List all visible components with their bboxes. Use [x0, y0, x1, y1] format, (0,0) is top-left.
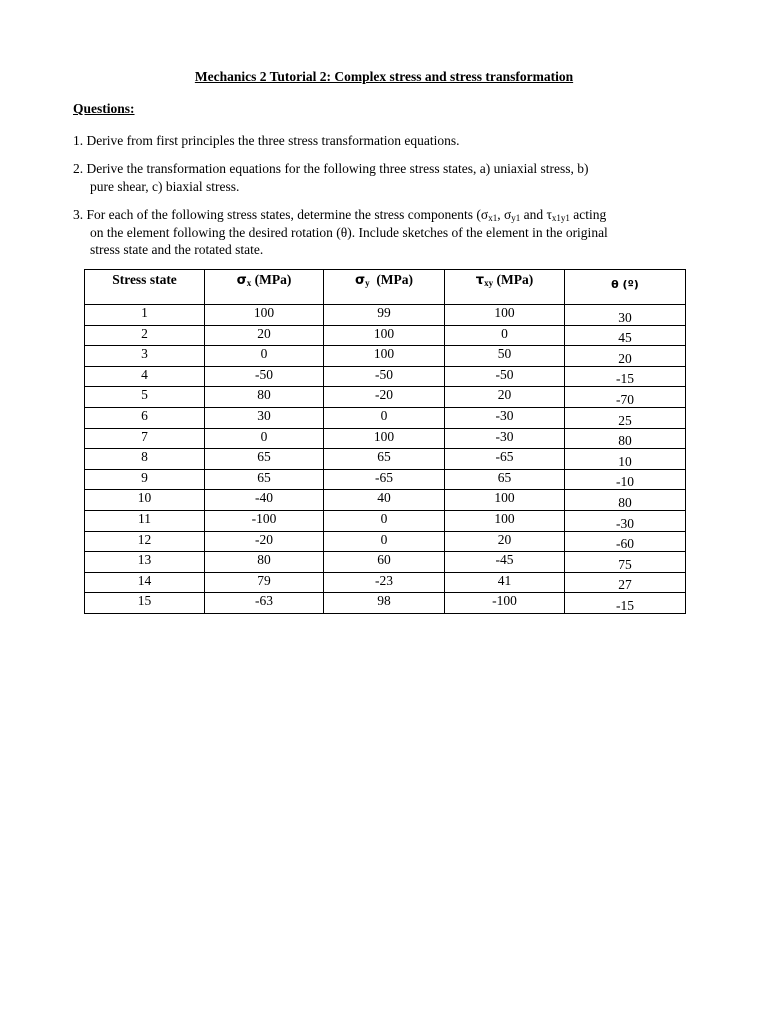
tau-xy-cell: 100 — [445, 490, 565, 511]
sigma-x-cell: -50 — [205, 366, 324, 387]
sigma-y-cell: 100 — [324, 325, 445, 346]
sigma-y-cell: -65 — [324, 469, 445, 490]
theta-cell: 80 — [565, 490, 686, 511]
theta-cell: 10 — [565, 449, 686, 470]
sigma-x-cell: 65 — [205, 449, 324, 470]
sigma-x-cell: -100 — [205, 510, 324, 531]
sigma-y-cell: 100 — [324, 428, 445, 449]
sigma-y-cell: 100 — [324, 346, 445, 367]
stress-state-table — [84, 269, 686, 614]
theta-cell: -30 — [565, 510, 686, 531]
tau-xy-cell: -45 — [445, 552, 565, 573]
stress-state-cell: 8 — [85, 449, 205, 470]
tau-xy-cell: 20 — [445, 531, 565, 552]
sigma-y-cell: -20 — [324, 387, 445, 408]
tau-xy-cell: 50 — [445, 346, 565, 367]
tau-xy-cell: 41 — [445, 572, 565, 593]
sigma-x-cell: 20 — [205, 325, 324, 346]
tau-xy-cell: 0 — [445, 325, 565, 346]
table-row — [85, 510, 686, 531]
sigma-x-cell: 79 — [205, 572, 324, 593]
stress-state-cell: 13 — [85, 552, 205, 573]
tau-xy-cell: -100 — [445, 593, 565, 614]
table-row — [85, 490, 686, 511]
sigma-x-cell: 0 — [205, 346, 324, 367]
table-row — [85, 428, 686, 449]
sigma-x-cell: -63 — [205, 593, 324, 614]
table-row — [85, 572, 686, 593]
tau-xy-cell: -30 — [445, 428, 565, 449]
sigma-y-cell: 40 — [324, 490, 445, 511]
stress-state-cell: 1 — [85, 305, 205, 326]
stress-state-cell: 3 — [85, 346, 205, 367]
theta-cell: 30 — [565, 305, 686, 326]
question-1: 1. Derive from first principles the three stress transformation equations. — [73, 133, 460, 148]
table-row — [85, 469, 686, 490]
stress-state-cell: 10 — [85, 490, 205, 511]
table-row — [85, 346, 686, 367]
theta-cell: -10 — [565, 469, 686, 490]
sigma-x-cell: 100 — [205, 305, 324, 326]
stress-state-cell: 5 — [85, 387, 205, 408]
tau-xy-cell: 100 — [445, 305, 565, 326]
header-stress-state: Stress state — [85, 270, 205, 305]
sigma-y-cell: 98 — [324, 593, 445, 614]
header-sigma-x: $\sigma_x$ (MPa) — [205, 270, 324, 305]
sigma-y-cell: -23 — [324, 572, 445, 593]
question-3-line-2: on the element following the desired rotation (θ). Include sketches of the element in the original — [90, 224, 608, 240]
tau-xy-cell: 65 — [445, 469, 565, 490]
sigma-y-cell: -50 — [324, 366, 445, 387]
sigma-x-cell: -20 — [205, 531, 324, 552]
document-title: Mechanics 2 Tutorial 2: Complex stress and stress transformation — [194, 69, 574, 84]
theta-cell: 20 — [565, 346, 686, 367]
stress-state-cell: 6 — [85, 407, 205, 428]
table-row — [85, 593, 686, 614]
sigma-x-cell: 80 — [205, 552, 324, 573]
sigma-x-cell: 0 — [205, 428, 324, 449]
sigma-y-cell: 60 — [324, 552, 445, 573]
tau-xy-cell: -50 — [445, 366, 565, 387]
question-3 — [73, 206, 696, 259]
table-row — [85, 407, 686, 428]
theta-cell: -70 — [565, 387, 686, 408]
theta-cell: 75 — [565, 552, 686, 573]
question-3-line-1: 3. For each of the following stress states, determine the stress components ($\sigma_{x1}$, $\sigma_{y1}$ and $\tau_{x1y1}$ acting — [73, 207, 607, 223]
question-2 — [73, 160, 696, 195]
table-row — [85, 325, 686, 346]
stress-state-cell: 12 — [85, 531, 205, 552]
question-2-line-1: 2. Derive the transformation equations for the following three stress states, a) uniaxial stress, b) — [73, 161, 589, 176]
table-row — [85, 387, 686, 408]
header-theta: θ (º) — [565, 270, 686, 305]
table-body — [85, 305, 686, 614]
table-row — [85, 449, 686, 470]
table-row — [85, 531, 686, 552]
sigma-y-cell: 0 — [324, 510, 445, 531]
theta-cell: 25 — [565, 407, 686, 428]
questions-heading: Questions: — [73, 101, 135, 116]
header-sigma-y: $\sigma_y$ (MPa) — [324, 270, 445, 305]
theta-cell: 45 — [565, 325, 686, 346]
theta-cell: 80 — [565, 428, 686, 449]
stress-state-cell: 9 — [85, 469, 205, 490]
theta-cell: -60 — [565, 531, 686, 552]
table-row — [85, 552, 686, 573]
table-row — [85, 366, 686, 387]
stress-state-cell: 7 — [85, 428, 205, 449]
sigma-y-cell: 99 — [324, 305, 445, 326]
stress-state-cell: 15 — [85, 593, 205, 614]
sigma-y-cell: 65 — [324, 449, 445, 470]
stress-state-cell: 2 — [85, 325, 205, 346]
stress-state-cell: 14 — [85, 572, 205, 593]
sigma-y-cell: 0 — [324, 531, 445, 552]
table-row — [85, 305, 686, 326]
theta-cell: -15 — [565, 593, 686, 614]
sigma-x-cell: -40 — [205, 490, 324, 511]
tau-xy-cell: 100 — [445, 510, 565, 531]
table-header-row — [85, 270, 686, 305]
question-2-line-2: pure shear, c) biaxial stress. — [90, 178, 240, 194]
stress-state-cell: 11 — [85, 510, 205, 531]
tau-xy-cell: -65 — [445, 449, 565, 470]
tau-xy-cell: 20 — [445, 387, 565, 408]
sigma-x-cell: 80 — [205, 387, 324, 408]
header-tau-xy: $\tau_{xy}$ (MPa) — [445, 270, 565, 305]
tau-xy-cell: -30 — [445, 407, 565, 428]
sigma-y-cell: 0 — [324, 407, 445, 428]
sigma-x-cell: 30 — [205, 407, 324, 428]
stress-state-cell: 4 — [85, 366, 205, 387]
question-3-line-3: stress state and the rotated state. — [90, 242, 264, 257]
theta-cell: -15 — [565, 366, 686, 387]
theta-cell: 27 — [565, 572, 686, 593]
sigma-x-cell: 65 — [205, 469, 324, 490]
